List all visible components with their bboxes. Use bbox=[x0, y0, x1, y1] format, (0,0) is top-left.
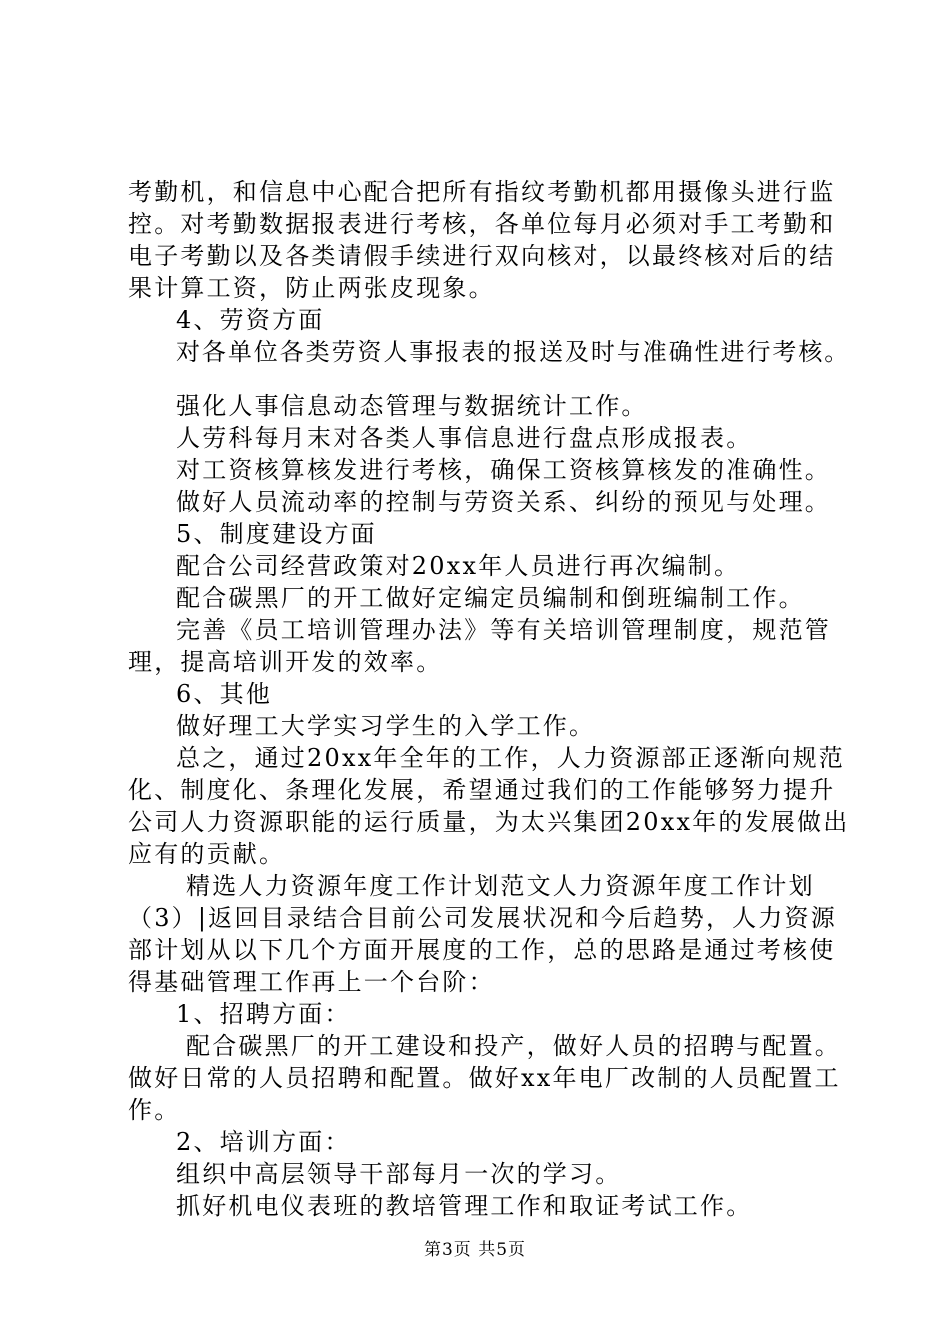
body-line: 对各单位各类劳资人事报表的报送及时与准确性进行考核。 bbox=[176, 338, 851, 366]
body-line: 对工资核算核发进行考核，确保工资核算核发的准确性。 bbox=[176, 456, 831, 484]
body-line: 做好日常的人员招聘和配置。做好xx年电厂改制的人员配置工 bbox=[128, 1064, 841, 1092]
body-line: 化、制度化、条理化发展，希望通过我们的工作能够努力提升 bbox=[128, 776, 836, 804]
body-line: 考勤机，和信息中心配合把所有指纹考勤机都用摄像头进行监 bbox=[128, 178, 836, 206]
body-line: 电子考勤以及各类请假手续进行双向核对，以最终核对后的结 bbox=[128, 242, 836, 270]
section-heading: 2、培训方面： bbox=[176, 1128, 351, 1156]
body-line: 强化人事信息动态管理与数据统计工作。 bbox=[176, 392, 648, 420]
body-line: 控。对考勤数据报表进行考核，各单位每月必须对手工考勤和 bbox=[128, 210, 836, 238]
body-line: 部计划从以下几个方面开展度的工作，总的思路是通过考核使 bbox=[128, 936, 836, 964]
body-line: 抓好机电仪表班的教培管理工作和取证考试工作。 bbox=[176, 1192, 753, 1220]
body-line: 做好人员流动率的控制与劳资关系、纠纷的预见与处理。 bbox=[176, 488, 831, 516]
section-heading: 1、招聘方面： bbox=[176, 1000, 351, 1028]
section-heading: 5、制度建设方面 bbox=[176, 520, 377, 548]
page-number-footer: 第3页 共5页 bbox=[423, 1240, 527, 1260]
body-line: 应有的贡献。 bbox=[128, 840, 286, 868]
body-line: 完善《员工培训管理办法》等有关培训管理制度，规范管 bbox=[176, 616, 831, 644]
body-line: 理，提高培训开发的效率。 bbox=[128, 648, 443, 676]
body-line: 果计算工资，防止两张皮现象。 bbox=[128, 274, 495, 302]
body-line: （3）|返回目录结合目前公司发展状况和今后趋势，人力资源 bbox=[128, 904, 837, 932]
body-line: 配合碳黑厂的开工建设和投产，做好人员的招聘与配置。 bbox=[186, 1032, 841, 1060]
section-heading: 6、其他 bbox=[176, 680, 273, 708]
section-heading: 4、劳资方面 bbox=[176, 306, 325, 334]
body-line: 做好理工大学实习学生的入学工作。 bbox=[176, 712, 596, 740]
body-line: 作。 bbox=[128, 1096, 181, 1124]
body-line: 得基础管理工作再上一个台阶： bbox=[128, 968, 495, 996]
body-line: 人劳科每月末对各类人事信息进行盘点形成报表。 bbox=[176, 424, 753, 452]
body-line: 组织中高层领导干部每月一次的学习。 bbox=[176, 1160, 622, 1188]
body-line: 配合碳黑厂的开工做好定编定员编制和倒班编制工作。 bbox=[176, 584, 805, 612]
body-line: 公司人力资源职能的运行质量，为太兴集团20xx年的发展做出 bbox=[128, 808, 850, 836]
body-line: 配合公司经营政策对20xx年人员进行再次编制。 bbox=[176, 552, 741, 580]
body-line: 总之，通过20xx年全年的工作，人力资源部正逐渐向规范 bbox=[176, 744, 846, 772]
body-line: 精选人力资源年度工作计划范文人力资源年度工作计划 bbox=[186, 872, 815, 900]
